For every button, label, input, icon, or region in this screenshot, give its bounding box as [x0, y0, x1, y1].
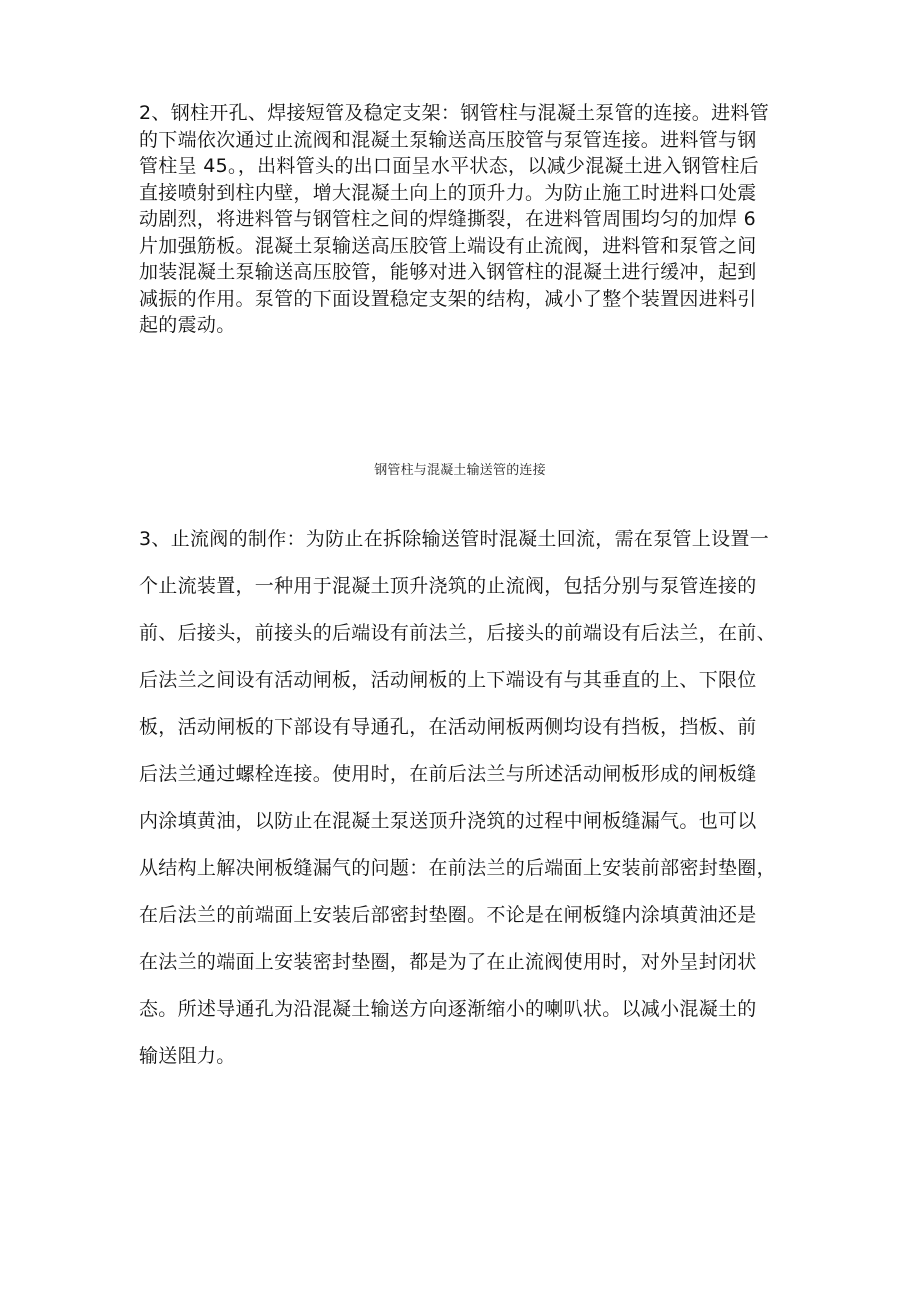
section-2-line: 起的震动。	[139, 314, 236, 336]
section-3-line: 个止流装置，一种用于混凝土顶升浇筑的止流阀，包括分别与泵管连接的	[139, 575, 757, 597]
section-2-line: 2、钢柱开孔、焊接短管及稳定支架：钢管柱与混凝土泵管的连接。进料管	[139, 102, 769, 124]
section-3-line: 态。所述导通孔为沿混凝土输送方向逐渐缩小的喇叭状。以减小混凝土的	[139, 998, 757, 1020]
section-2-line: 直接喷射到柱内壁，增大混凝土向上的顶升力。为防止施工时进料口处震	[139, 181, 757, 204]
section-3-line: 前、后接头，前接头的后端设有前法兰，后接头的前端设有后法兰，在前、	[139, 622, 776, 644]
section-3-line: 输送阻力。	[139, 1045, 236, 1067]
section-2-paragraph	[139, 100, 799, 339]
section-3-paragraph	[139, 526, 799, 1090]
section-2-line: 的下端依次通过止流阀和混凝土泵输送高压胶管与泵管连接。进料管与钢	[139, 128, 757, 151]
section-2-line: 加装混凝土泵输送高压胶管，能够对进入钢管柱的混凝土进行缓冲，起到	[139, 261, 757, 283]
section-3-line: 在后法兰的前端面上安装后部密封垫圈。不论是在闸板缝内涂填黄油还是	[139, 904, 757, 926]
figure-caption: 钢管柱与混凝土输送管的连接	[374, 463, 546, 478]
section-2-line: 管柱呈 45。，出料管头的出口面呈水平状态，以减少混凝土进入钢管柱后	[139, 155, 759, 177]
section-2-line: 减振的作用。泵管的下面设置稳定支架的结构，减小了整个装置因进料引	[139, 287, 757, 310]
section-3-line: 内涂填黄油，以防止在混凝土泵送顶升浇筑的过程中闸板缝漏气。也可以	[139, 810, 757, 832]
section-3-line: 从结构上解决闸板缝漏气的问题：在前法兰的后端面上安装前部密封垫圈，	[139, 857, 776, 879]
section-2-line: 动剧烈，将进料管与钢管柱之间的焊缝撕裂，在进料管周围均匀的加焊 6	[139, 208, 757, 230]
section-3-line: 在法兰的端面上安装密封垫圈，都是为了在止流阀使用时，对外呈封闭状	[139, 951, 757, 973]
section-3-line: 后法兰通过螺栓连接。使用时，在前后法兰与所述活动闸板形成的闸板缝	[139, 763, 757, 785]
section-3-line: 3、止流阀的制作：为防止在拆除输送管时混凝土回流，需在泵管上设置一	[139, 528, 769, 550]
section-3-line: 板，活动闸板的下部设有导通孔，在活动闸板两侧均设有挡板，挡板、前	[139, 716, 757, 738]
section-3-line: 后法兰之间设有活动闸板，活动闸板的上下端设有与其垂直的上、下限位	[139, 669, 757, 691]
section-2-line: 片加强筋板。混凝土泵输送高压胶管上端设有止流阀，进料管和泵管之间	[139, 234, 757, 257]
